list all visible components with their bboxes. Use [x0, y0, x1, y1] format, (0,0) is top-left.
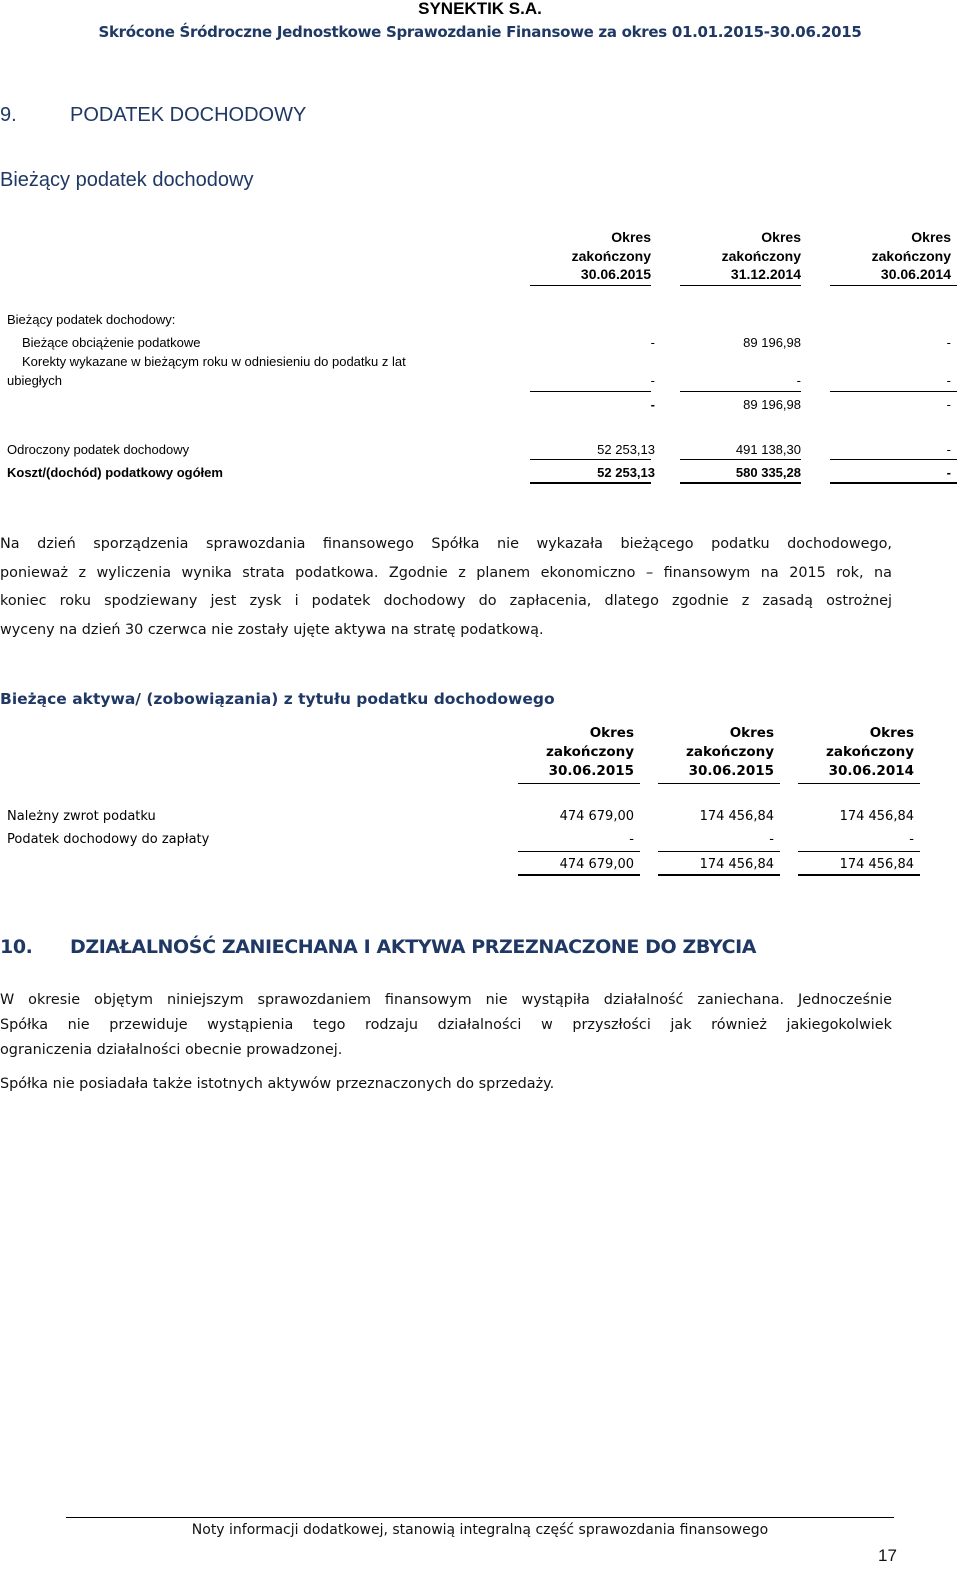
divider	[798, 783, 920, 784]
divider	[518, 851, 640, 852]
row-label: Bieżące obciążenie podatkowe	[22, 335, 201, 350]
subtotal-value: 89 196,98	[743, 397, 801, 412]
cell-value: -	[629, 832, 634, 847]
double-divider	[680, 482, 801, 484]
page-number: 17	[878, 1546, 897, 1565]
col-header-line: zakończony	[685, 744, 774, 760]
row-label: Korekty wykazane w bieżącym roku w odniesieniu do podatku z lat	[22, 354, 406, 369]
table1-col1-header	[530, 228, 651, 284]
section-number: 10.	[0, 936, 33, 958]
row-label: Należny zwrot podatku	[7, 809, 156, 824]
col-header-line: 30.06.2014	[828, 763, 914, 779]
double-divider	[830, 482, 957, 484]
col-header-line: 31.12.2014	[730, 266, 801, 282]
double-divider	[530, 482, 651, 484]
cell-value: 174 456,84	[699, 809, 774, 824]
col-header-line: 30.06.2015	[580, 266, 651, 282]
divider	[680, 459, 801, 460]
subsection2-title: Bieżące aktywa/ (zobowiązania) z tytułu podatku dochodowego	[0, 690, 555, 708]
cell-value: -	[946, 335, 951, 350]
cell-value: -	[946, 442, 951, 457]
col-header-line: zakończony	[871, 247, 951, 264]
total-value: 474 679,00	[559, 857, 634, 872]
section-number: 9.	[0, 104, 17, 126]
divider	[530, 459, 651, 460]
col-header-line: Okres	[911, 229, 951, 245]
divider	[680, 391, 801, 392]
paragraph-line: koniec roku spodziewany jest zysk i podatek dochodowy do zapłacenia, dlatego zgodnie z zasadą ostrożnej	[0, 593, 892, 609]
table1-col2-header	[680, 228, 801, 284]
report-title: Skrócone Śródroczne Jednostkowe Sprawozdanie Finansowe za okres 01.01.2015-30.06.2015	[98, 23, 862, 41]
col-header-line: zakończony	[545, 744, 634, 760]
section10-paragraph	[0, 988, 892, 1063]
footer-note: Noty informacji dodatkowej, stanowią integralną część sprawozdania finansowego	[191, 1522, 769, 1538]
row-label: ubiegłych	[7, 373, 62, 388]
double-divider	[518, 874, 640, 876]
total-label: Koszt/(dochód) podatkowy ogółem	[7, 465, 223, 480]
divider	[658, 783, 780, 784]
cell-value: 474 679,00	[559, 809, 634, 824]
cell-value: -	[650, 335, 655, 350]
section10-paragraph2: Spółka nie posiadała także istotnych aktywów przeznaczonych do sprzedaży.	[0, 1076, 555, 1092]
col-header-line: Okres	[869, 725, 914, 741]
subtotal-value: -	[946, 397, 951, 412]
divider	[680, 285, 801, 286]
col-header-line: Okres	[729, 725, 774, 741]
col-header-line: Okres	[611, 229, 651, 245]
section-10-heading	[0, 936, 756, 958]
cell-value: 174 456,84	[839, 809, 914, 824]
paragraph-line: Spółka nie przewiduje wystąpienia tego rodzaju działalności w przyszłości jak również jakiegokolwiek	[0, 1017, 892, 1033]
section-title: DZIAŁALNOŚĆ ZANIECHANA I AKTYWA PRZEZNACZONE DO ZBYCIA	[70, 936, 757, 958]
paragraph-line: ponieważ z wyliczenia wynika strata podatkowa. Zgodnie z planem ekonomiczno – finansowym na 2015 rok, na	[0, 564, 892, 581]
total-value: 580 335,28	[735, 465, 801, 480]
table2-col3-header	[792, 724, 914, 781]
cell-value: -	[909, 832, 914, 847]
paragraph-line: W okresie objętym niniejszym sprawozdaniem finansowym nie wystąpiła działalność zaniechana. Jednocześnie	[0, 992, 892, 1008]
col-header-line: Okres	[761, 229, 801, 245]
table1-col3-header	[830, 228, 951, 284]
subtotal-value: -	[650, 397, 655, 412]
total-value: 174 456,84	[699, 857, 774, 872]
col-header-line: 30.06.2015	[688, 763, 774, 779]
paragraph-line: Na dzień sporządzenia sprawozdania finansowego Spółka nie wykazała bieżącego podatku dochodowego,	[0, 536, 892, 552]
row-label: Odroczony podatek dochodowy	[7, 442, 190, 457]
cell-value: 52 253,13	[597, 442, 655, 457]
divider	[830, 285, 957, 286]
col-header-line: 30.06.2014	[880, 266, 951, 282]
divider	[830, 391, 957, 392]
section-9-heading	[0, 104, 306, 127]
cell-value: -	[650, 373, 655, 388]
cell-value: 491 138,30	[735, 442, 801, 457]
col-header-line: zakończony	[571, 247, 651, 264]
cell-value: -	[796, 373, 801, 388]
col-header-line: 30.06.2015	[548, 763, 634, 779]
divider	[798, 851, 920, 852]
divider	[518, 783, 640, 784]
col-header-line: zakończony	[721, 247, 801, 264]
group-label: Bieżący podatek dochodowy:	[7, 312, 176, 327]
cell-value: -	[769, 832, 774, 847]
col-header-line: zakończony	[825, 744, 914, 760]
divider	[530, 391, 651, 392]
col-header-line: Okres	[589, 725, 634, 741]
explanation-paragraph	[0, 530, 892, 644]
table2-col2-header	[652, 724, 774, 781]
divider	[530, 285, 651, 286]
double-divider	[658, 874, 780, 876]
row-label: Podatek dochodowy do zapłaty	[7, 832, 210, 847]
total-value: 52 253,13	[597, 465, 655, 480]
paragraph-line: wyceny na dzień 30 czerwca nie zostały ujęte aktywa na stratę podatkową.	[0, 621, 544, 638]
divider	[658, 851, 780, 852]
subsection-title: Bieżący podatek dochodowy	[0, 169, 254, 191]
cell-value: -	[946, 373, 951, 388]
footer-rule	[66, 1517, 894, 1518]
total-value: -	[946, 465, 951, 480]
section-title: PODATEK DOCHODOWY	[70, 104, 307, 126]
total-value: 174 456,84	[839, 857, 914, 872]
cell-value: 89 196,98	[743, 335, 801, 350]
paragraph-line: ograniczenia działalności obecnie prowadzonej.	[0, 1042, 343, 1058]
divider	[830, 459, 957, 460]
double-divider	[798, 874, 920, 876]
company-name: SYNEKTIK S.A.	[418, 0, 542, 18]
table2-col1-header	[512, 724, 634, 781]
